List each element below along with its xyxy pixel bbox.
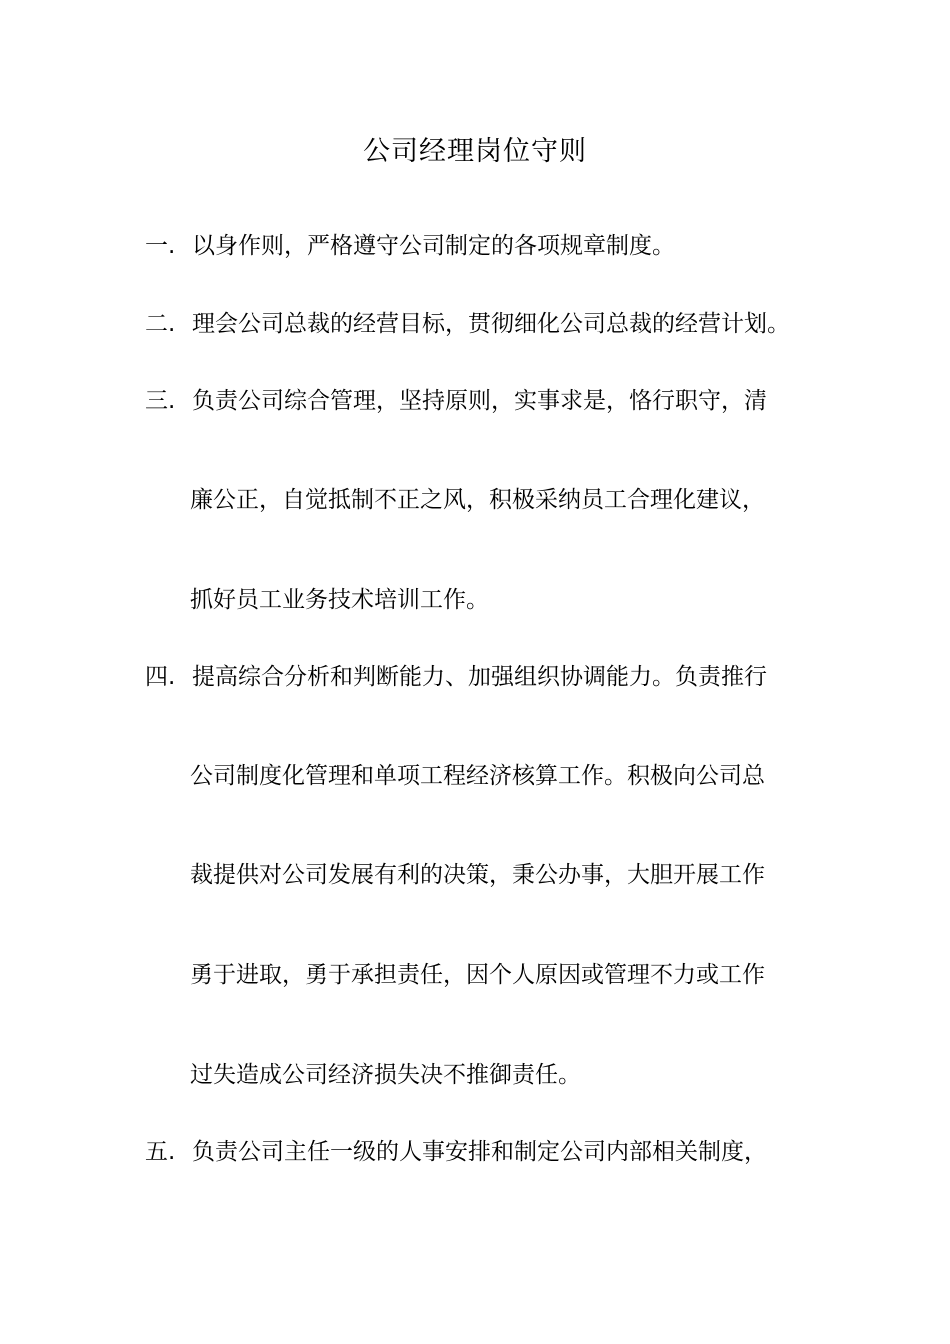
item-4-text-2: 公司制度化管理和单项工程经济核算工作。积极向公司总 (190, 763, 765, 789)
item-3-marker: 三. (145, 388, 176, 414)
document-title: 公司经理岗位守则 (363, 136, 587, 167)
item-5-marker: 五. (145, 1139, 176, 1165)
item-3-text-1: 负责公司综合管理，坚持原则，实事求是，恪行职守，清 (192, 388, 767, 414)
item-5-text: 负责公司主任一级的人事安排和制定公司内部相关制度， (192, 1139, 767, 1165)
item-1-text: 以身作则，严格遵守公司制定的各项规章制度。 (192, 233, 675, 259)
item-4-marker: 四. (145, 664, 176, 690)
item-3-text-3: 抓好员工业务技术培训工作。 (190, 587, 489, 613)
item-4-text-4: 勇于进取，勇于承担责任，因个人原因或管理不力或工作 (190, 962, 765, 988)
item-2-text: 理会公司总裁的经营目标，贯彻细化公司总裁的经营计划。 (192, 311, 790, 337)
item-1-marker: 一. (145, 233, 176, 259)
item-2-marker: 二. (145, 311, 176, 337)
item-4-text-3: 裁提供对公司发展有利的决策，秉公办事，大胆开展工作 (190, 862, 765, 888)
item-4-text-1: 提高综合分析和判断能力、加强组织协调能力。负责推行 (192, 664, 767, 690)
item-4-text-5: 过失造成公司经济损失决不推御责任。 (190, 1062, 581, 1088)
item-3-text-2: 廉公正，自觉抵制不正之风，积极采纳员工合理化建议， (190, 487, 765, 513)
